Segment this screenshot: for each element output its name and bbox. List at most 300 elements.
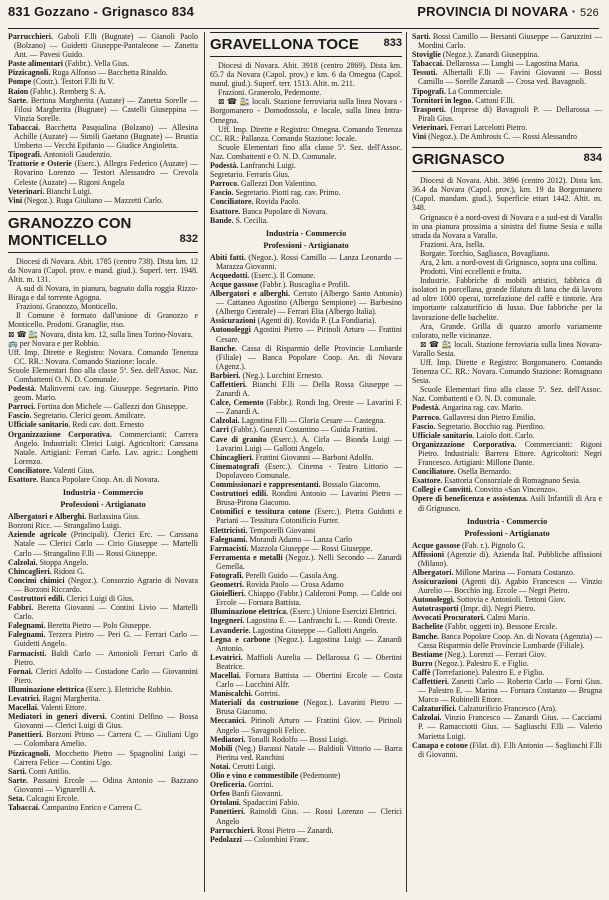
entry-label: Orfeo [210,789,230,799]
entry-text: Cattoni F.lli. [475,95,515,105]
entry-text: (Eserc.). Pietra Guidotti e Pariani — Tessitura Cotonificio Furter. [216,507,402,526]
entry-label: Commissionari e rappresentanti. [210,480,321,490]
directory-entry [412,550,602,568]
header-right: PROVINCIA DI NOVARA · 526 [417,4,599,19]
entry-text: Beretta Giovanni — Contini Livio — Martelli Carlo. [14,603,198,622]
section-title: Professioni - Artigianato [464,528,550,538]
entry-text: Angarina rag. cav. Mario. [441,403,523,413]
entries-list [412,32,602,141]
directory-entry [210,589,402,607]
town-code: 834 [583,152,602,165]
entry-label: Pizzicagnoli. [8,68,51,78]
directory-entry [412,541,602,550]
entry-label: Costruttori edili. [210,489,269,499]
entry-label: Farmacisti. [210,543,249,553]
entry-label: Aziende agricole [8,530,67,540]
entry-text: Bianchi F.lli — Della Rossa Giuseppe — Zanardi A. [216,380,402,399]
entry-label: Tabaccai. [8,803,40,813]
directory-entry [412,659,602,668]
entry-label: Caffettieri. [412,677,450,686]
section-title: Industria - Commercio [265,228,347,238]
entry-label: Cinematografi [210,461,260,471]
directory-entry [8,348,198,366]
entry-text: Malinverni cav. ing. Giuseppe. Segretario. Pitto geom. Mario. [14,384,198,403]
directory-entry [210,616,402,625]
directory-entry [412,403,602,412]
town-description [412,176,602,403]
entry-text: Segretario. Bocchio rag. Pierdino. [437,421,545,431]
entry-label: Fascio. [210,188,234,198]
directory-entry [210,698,402,716]
entry-text: Uff. Imp. Dirette e Registro: Novara. Comando Tenenza CC. RR.: Novara. Comando Stazione: locale. [8,347,198,366]
entry-label: Pompe [8,77,32,87]
directory-entry [210,435,402,453]
description-paragraph: Grignasco è a nord-ovest di Novara e a sud-est di Varallo in una pianura prossima a sinistra del fiume Sesia e sulla strada da Novara a Varallo. [412,212,602,240]
entry-label: Burro [412,658,433,668]
directory-entry [8,366,198,384]
directory-entry [8,475,198,484]
entry-label: Carri [210,425,229,435]
directory-entry [210,344,402,371]
directory-entry [8,694,198,703]
entry-text: Segretario. Ferraris Gius. [210,170,290,180]
directory-entry [412,485,602,494]
directory-entry [210,197,402,206]
entry-label: Collegi e Convitti. [412,485,473,495]
directory-entry [8,712,198,730]
description-paragraph: Uff. Imp. Dirette e Registro: Omegna. Comando Tenenza CC. RR.: Pallanza. Comando Stazione: locale. [210,124,402,143]
directory-entry [412,577,602,595]
entry-text: (Fabbr.). Remberg S. A. [30,86,106,96]
entry-text: (Negoz.). Palestro E. e Figlio. [434,658,529,668]
town-description [210,61,402,161]
entry-label: Oreficeria. [210,780,247,790]
entry-label: Albergatori e Alberghi. [8,512,87,522]
directory-entry [8,32,198,59]
entry-text: (Eserc.). Cinema - Teatro Littorio — Dopolavoro Comunale. [216,461,402,480]
entry-text: Calcagni Ercole. [26,794,80,804]
directory-entry [210,607,402,616]
entry-label: Podestà. [8,384,37,394]
entry-text: (Neg.) Barassi Natale — Baldioli Vittorio — Barra Pierina ved. Ranchini [216,743,402,762]
entry-label: Ortolani. [210,798,241,808]
entry-label: Panettieri. [210,807,246,817]
directory-entry [412,713,602,740]
entry-label: Calzolai. [8,557,38,567]
town-name: GRIGNASCO [412,151,505,169]
entry-text: Segretario. Piotti rag. cav. Primo. [235,188,341,198]
entry-text: (Fabbr.). Guenzi Costantino — Guida Frattini. [230,425,378,435]
entry-label: Acquedotti. [210,270,250,280]
description-paragraph: Diocesi di Novara. Abit. 3896 (centro 2012). Dista km. 36.4 da Novara (Capol. prov.), km. 19 da Borgomanero (Capol. mandam. giud.). Superficie ettari 1442. Altit. m. 348. [412,176,602,213]
entries-list [8,32,198,205]
directory-entry [8,430,198,466]
entry-text: Morandi Adamo — Lanza Carlo [249,534,353,544]
entry-text: (Neg.). Lucchini Ernesto. [242,370,323,380]
description-paragraph: Borgate. Torchio, Sagliasco, Bovagliano. [420,248,550,258]
directory-entry [8,196,198,205]
entry-label: Sarte. [8,775,28,785]
directory-entry [8,530,198,557]
entry-label: Vini [8,195,23,205]
entry-label: Chincaglieri. [8,566,52,576]
entry-text: (Negoz.). Lagostina Luigi — Zanardi Antonio. [216,634,402,653]
directory-entry [8,123,198,150]
directory-entry [210,526,402,535]
directory-entry [8,685,198,694]
directory-entry [8,803,198,812]
entry-text: (Agenzie di). Azienda Ital. Pubbliche affissioni (Milano). [418,549,602,568]
entry-text: Laiolo dott. Carlo. [476,430,535,440]
entry-text: (Imprese di) Bavagnoli P. — Dellarossa — Pirali Gius. [418,104,602,123]
entry-text: Vinzio Francesco — Zanardi Gius. — Cacciami P. — Ramacciotti Gius. — Sagliaschi F.lli — Valerio Marietta Luigi. [418,713,602,741]
description-paragraph: Uff. Imp. Dirette e Registro: Borgomanero. Comando Tenenza CC. RR.: Novara. Comando Stazione: Romagnano Sesia. [412,358,602,386]
directory-entry [8,667,198,685]
entry-text: Gorrini. [254,689,280,699]
page-header [8,4,599,26]
directory-entry [8,703,198,712]
entry-label: Chincaglieri. [210,452,254,462]
entry-text: Clerici Adolfo — Costadone Carlo — Giovannini Piero. [14,666,198,685]
entry-text: (Negoz.). Zanardi Giuseppina. [442,50,540,60]
entry-label: Podestà. [412,403,441,413]
entry-label: Organizzazione Corporativa. [412,439,517,449]
directory-entry [210,835,402,844]
entry-text: Banca Popolare Coop. An. di Novara. [40,475,160,485]
entry-label: Parroco. [412,412,441,422]
directory-entry [210,780,402,789]
entry-label: Notai. [210,761,231,771]
directory-entry [210,271,402,280]
entry-text: Beretta Pietro — Polo Giuseppe. [47,621,152,631]
entry-label: Parrucchieri. [8,32,53,41]
entry-text: (Filat. di). F.lli Antonio — Sagliaschi F.lli di Giovanni. [418,740,602,759]
entry-text: Rovida Paolo — Crosa Adamo [245,580,344,590]
entry-text: (Fabbr. oggetti in). Bessone Ercole. [445,622,558,632]
directory-entry [412,613,602,622]
entry-label: Falegnami. [210,534,248,544]
entry-text: Ruga Alfonso — Bacchetta Rinaldo. [52,68,168,78]
directory-entry [210,216,402,225]
entry-label: Falegnami. [8,621,46,631]
entry-text: Dellarossa — Lunghi — Lagostina Maria. [445,59,580,69]
entry-label: Caffè [412,667,431,677]
entry-label: Mediatori. [210,734,246,744]
entry-label: Banche. [412,631,439,641]
entry-label: Sarti. [8,766,27,776]
town-heading [210,32,402,57]
entry-text: (Agenti di). Agabio Francesco — Vinzio Aurelio — Bocchio ing. Ercole — Negri Pietro. [418,576,602,596]
entry-label: Macellai. [210,671,241,680]
town-name: GRANOZZO CON [8,214,132,232]
entry-text: Baldi Carlo — Antonioli Ferrari Carlo di Pietro. [14,648,198,667]
directory-entry [8,96,198,123]
section-title: Industria - Commercio [62,488,144,498]
entry-text: Sottovia e Antonioli. Tettoni Giov. [456,595,566,605]
entries-list [8,512,198,812]
entry-text: (Agenti di). Rovida P. (La Fondiaria). [257,316,377,326]
entry-label: Albergatori. [412,567,454,577]
description-paragraph: A sud di Novara, in pianura, bagnato dalla roggia Rizzo-Biraga e dal torrente Agogna. [8,284,198,303]
entry-text: Terzera Pietro — Peri G. — Ferrari Carlo — Guidetti Angelo. [14,630,198,649]
entry-label: Costruttori edili. [8,593,65,603]
entry-text: Lagostina E. — Lanfranchi L. — Rondi Oreste. [246,616,398,626]
entry-label: Sarte. [8,95,28,105]
entry-label: Legna e carbone [210,634,271,644]
entry-label: Fabbri. [8,603,34,613]
description-paragraph: Prodotti. Vini eccellenti e frutta. [420,267,522,277]
directory-entry [412,123,602,132]
entry-label: Ufficiale sanitario. [412,430,475,440]
directory-entry [210,380,402,398]
entry-label: Autonoleggi [210,325,251,335]
description-paragraph: ⊠ ☎ 🚉 locali. Stazione ferroviaria sulla linea Novara-Varallo Sesia. [412,339,602,358]
directory-entry [210,289,402,316]
directory-entry [8,794,198,803]
directory-entry [210,798,402,807]
entry-text: Rondini Antonio — Lavarini Pietro — Brusa-Pirona Giacomo. [216,489,402,508]
entry-text: Barlassina Gius. [88,512,140,522]
entry-label: Abiti fatti. [210,252,246,262]
entry-label: Fornai. [8,666,33,676]
entry-label: Sarti. [412,32,431,41]
directory-entry [210,188,402,197]
directory-entry [8,558,198,567]
directory-entry [8,767,198,776]
directory-entry [210,689,402,698]
entry-text: Banfi Giovanni. [231,789,283,799]
entry-label: Fascio. [8,411,32,421]
directory-entry [412,568,602,577]
entry-text: (Negoz.). Consorzio Agrario di Novara — Borzoni Riccardo. [14,575,198,594]
directory-entry [8,402,198,411]
entry-label: Acque gassose [412,540,461,550]
entry-label: Conciliatore. [210,197,254,207]
directory-entry [210,253,402,271]
directory-entry [8,649,198,667]
directory-entry [210,316,402,325]
directory-entry [8,159,198,186]
entries-list [412,403,602,512]
directory-entry [210,170,402,179]
town-code: 833 [383,37,402,49]
entry-text: Frattini Giovanni — Barboni Adolfo. [255,452,374,462]
entry-text: Calzaturificio Francesco (Ara). [458,704,557,714]
entry-label: Canapa e cotone [412,740,468,750]
directory-entry [412,741,602,759]
entry-text: Scuole Elementari fino alla classe 5ª. Sez. dell'Assoc. Naz. Combattenti O. N. D. Comunale. [8,365,198,384]
entry-text: Convitto «San Vincenzo». [474,485,558,495]
entries-list [210,161,402,225]
entry-label: Levatrici. [8,694,41,703]
entry-text: Cassa di Risparmio delle Provincie Lombarde (Filiale) — Banca Popolare Coop. An. di Novara (Agenz.). [216,343,402,371]
directory-entry [210,489,402,507]
directory-entry [412,87,602,96]
entry-text: Rovida Paolo. [255,197,301,207]
directory-entry [8,330,198,339]
entry-text: Zanetti Carlo — Roberto Carlo — Forni Gius. — Palestro E. — Marina — Fornara Costanzo — Brugna Marco — Rubinelli Ettore. [418,677,602,705]
column-divider [406,32,407,892]
entry-label: Esattore. [210,206,241,216]
entry-label: Bestiame [412,649,443,659]
directory-entry [210,425,402,434]
directory-entry [412,32,602,50]
entry-label: Illuminazione elettrica. [210,607,289,617]
directory-entry [210,571,402,580]
town-name: GRAVELLONA TOCE [210,36,359,53]
entry-text: Bertona Margherita (Auzate) — Zanetta Sorelle — Filosi Margherita (Bugnate) — Castelli Giuseppina — Vinzia Sorelle. [14,95,198,123]
entry-text: Borzoni Ricc. — Strangalino Luigi. [8,521,122,531]
entry-text: (Fabbr.). Rondi Ing. Oreste — Lavarini F. — Zanardi A. [216,398,402,417]
entry-text: (Torrefazione). Palestro E. e Figlio. [432,667,545,677]
entry-label: Macellai. [8,703,39,713]
directory-entry [8,776,198,794]
entry-text: S. Cecilia. [235,215,269,225]
directory-entry [412,677,602,704]
entry-text: Maffioli Aurelia — Dellarossa G — Obertini Beatrice. [216,652,402,671]
description-paragraph: Frazioni. Granozzo, Monticello. [16,302,118,312]
entry-label: Conciliatore. [412,467,456,477]
directory-entry [210,280,402,289]
directory-entry [210,735,402,744]
entry-label: Materiali da costruzione [210,698,299,708]
directory-entry [210,771,402,780]
entry-label: Barbieri. [210,370,241,380]
town-description [8,257,198,330]
directory-entry [210,480,402,489]
town-code: 832 [179,232,198,245]
entry-text: Temporelli Giovanni [249,525,316,535]
entry-text: Stoppa Angelo. [39,557,89,567]
entry-text: Lagostina F.lli — Gloria Cesare — Castegna. [241,416,386,426]
directory-entry [210,762,402,771]
directory-entry [412,413,602,422]
directory-entry [8,87,198,96]
description-paragraph: ⊠ ☎ 🚉 locali. Stazione ferroviaria sulla linea Novara - Borgomanero - Domodossola, e locale, sulla linea Intra-Omegna. [210,97,402,125]
entry-text: Valenti Gius. [53,465,95,475]
entry-text: Ridoni G. [53,566,85,576]
column-1 [8,32,198,892]
entry-text: Perelli Guido — Casola Ang. [245,570,339,580]
entry-text: Ferrari Larcelotti Pietro. [450,122,528,132]
entry-label: Bachelite [412,622,444,632]
entry-label: Elettricisti. [210,525,248,535]
entry-text: Cerutti Luigi. [232,761,276,771]
entry-label: Podestà. [210,161,239,171]
entry-label: Mobili [210,743,233,753]
directory-entry [210,325,402,343]
directory-entry [210,453,402,462]
description-paragraph: Frazioni. Granerolo, Pedemonte. [218,88,322,98]
entry-label: Avvocati Procuratori. [412,613,485,623]
entry-text: (Fabbr.). Buscaglia e Profili. [260,279,350,289]
entry-text: Commercianti: Carrera Angelo. Industriali: Clerici Luigi. Agricoltori: Carssana Natale. Artigiani: Ferrari Carlo. Lav. agric.: Longhetti Lorenzo. [14,429,198,466]
entry-text: Rossi Pietro — Zanardi. [256,825,334,835]
entry-text: (Eserc.) Unione Esercizi Elettrici. [290,607,397,617]
entry-label: Veterinari. [8,186,45,196]
directory-entry [210,398,402,416]
entry-text: Passaini Ercole — Odina Antonio — Bazzano Giovanni — Vignarelli A. [14,775,198,794]
entry-text: (Costr.). Testori F.lli fu V. [33,77,115,87]
entry-text: ⊠ ☎ 🚉 Novara, dista km. 12, sulla linea Torino-Novara. [8,329,193,339]
description-paragraph: Diocesi di Novara. Abit. 3918 (centro 2869). Dista km. 65.7 da Novara (Capol. prov.) e km. 6 da Omegna (Capol. mand. giud.). Superf. terr. 1513. Altit. m. 211. [210,61,402,89]
description-paragraph: Industrie. Fabbriche di mobili artistici, fabbrica di isolatori in porcellana, grande filatura di lana che dà lavoro ad oltre 1000 operai, torrefazione del caffè e tintorie. Ara importante calzaturificio di lusso. Due fabbriche per la lavorazione delle bachelite. [412,276,602,322]
entry-text: (Pedemonte) [300,771,341,781]
entry-text: Esattoria Consorziale di Romagnano Sesia. [444,476,581,486]
entry-text: Bacchetta Pasqualina (Bolzano) — Allesina Achille (Auzate) — Simili Gaetano (Bugnate) — Brustia Umberto — Vecchi Epifanio — Giudice Angioletta. [14,122,198,151]
directory-entry [210,416,402,425]
entry-text: Commercianti: Rigoni Pietro. Industriali: Barrera Ettore. Agricoltori: Negri Francesco. Artigiani: Millone Dante. [418,439,602,468]
directory-entry [210,789,402,798]
directory-entry [210,553,402,571]
entry-label: Tabaccai. [8,122,40,132]
section-title: Professioni - Artigianato [263,240,349,250]
directory-entry [210,826,402,835]
entry-label: Calce, Cemento [210,398,264,408]
entry-label: Gioiellieri. [210,589,246,599]
entry-text: (Eserc.). A. Cirla — Bionda Luigi — Lavarini Luigi — Gallotti Angelo. [216,434,402,453]
description-paragraph: Ara, Grande. Grilla di quarzo amorfo variamente colorato, nelle vicinanze. [412,321,602,340]
directory-entry [8,749,198,767]
entry-text: Mocchetto Pietro — Spagnolini Luigi — Carrera Felice — Contini Ugo. [14,748,198,767]
entry-text: La Commerciale. [447,86,503,96]
directory-entry [8,603,198,621]
directory-entry [412,96,602,105]
entry-label: Esattore. [412,476,443,486]
entry-label: Tipografi. [412,86,446,96]
entry-label: Bande. [210,215,234,225]
entry-label: Assicurazioni [210,316,256,326]
entry-text: Redi cav. dott. Ernesto [72,420,144,430]
entry-label: Autotrasporti [412,604,459,614]
directory-entry [412,440,602,467]
entry-label: Tornitori in legno. [412,95,474,105]
entry-text: — Colombini Franc. [243,834,310,844]
entry-label: Opere di beneficenza e assistenza. [412,494,528,504]
entry-label: Affissioni [412,549,445,559]
entry-text: Banca Popolare di Novara. [242,206,328,216]
entry-label: Ferramenta e metalli [210,552,283,562]
column-2 [210,32,402,892]
section-title: Industria - Commercio [466,516,548,526]
description-paragraph: Scuole Elementari fino alla classe 5ª. Sez. dell'Assoc. Naz. Combattenti e O. N. D. Comunale. [210,142,402,161]
entry-label: Trasporti. [412,104,446,114]
entry-text: Spadaccini Fabio. [242,798,300,808]
entry-label: Autonoleggi. [412,595,455,605]
entry-text: Gaboli F.lli (Bugnate) — Gianoli Paolo (Bolzano) — Guidetti Giuseppe-Pantaleone — Zanetta Ant. — Pavesi Guido. [14,32,198,60]
entry-text: Gallezzi Don Valentino. [240,179,317,189]
entry-text: Ragni Margherita. [42,694,101,703]
directory-entry [8,512,198,521]
directory-entry [412,467,602,476]
entry-text: (Negoz.). Rossi Camillo — Lanza Leonardo — Marazza Giovanni. [216,252,402,271]
entry-label: Panettieri. [8,730,44,740]
directory-entry [8,630,198,648]
entry-label: Cotonifici e tessitura cotone [210,507,311,517]
directory-entry [412,431,602,440]
directory-entry [8,621,198,630]
section-title: Professioni - Artigianato [60,500,146,510]
entry-text: Conti Attilio. [28,766,71,776]
directory-entry [210,161,402,170]
entry-label: Levatrici. [210,652,243,662]
entry-label: Tessuti. [412,68,438,78]
entry-text: Contini Delfino — Bossa Giovanni — Clerici Luigi di Gius. [14,712,198,731]
directory-entry [8,384,198,402]
directory-entry [210,207,402,216]
directory-entry [412,604,602,613]
entry-text: (Negoz.). Ruga Giuliano — Mazzetti Carlo. [24,195,164,205]
